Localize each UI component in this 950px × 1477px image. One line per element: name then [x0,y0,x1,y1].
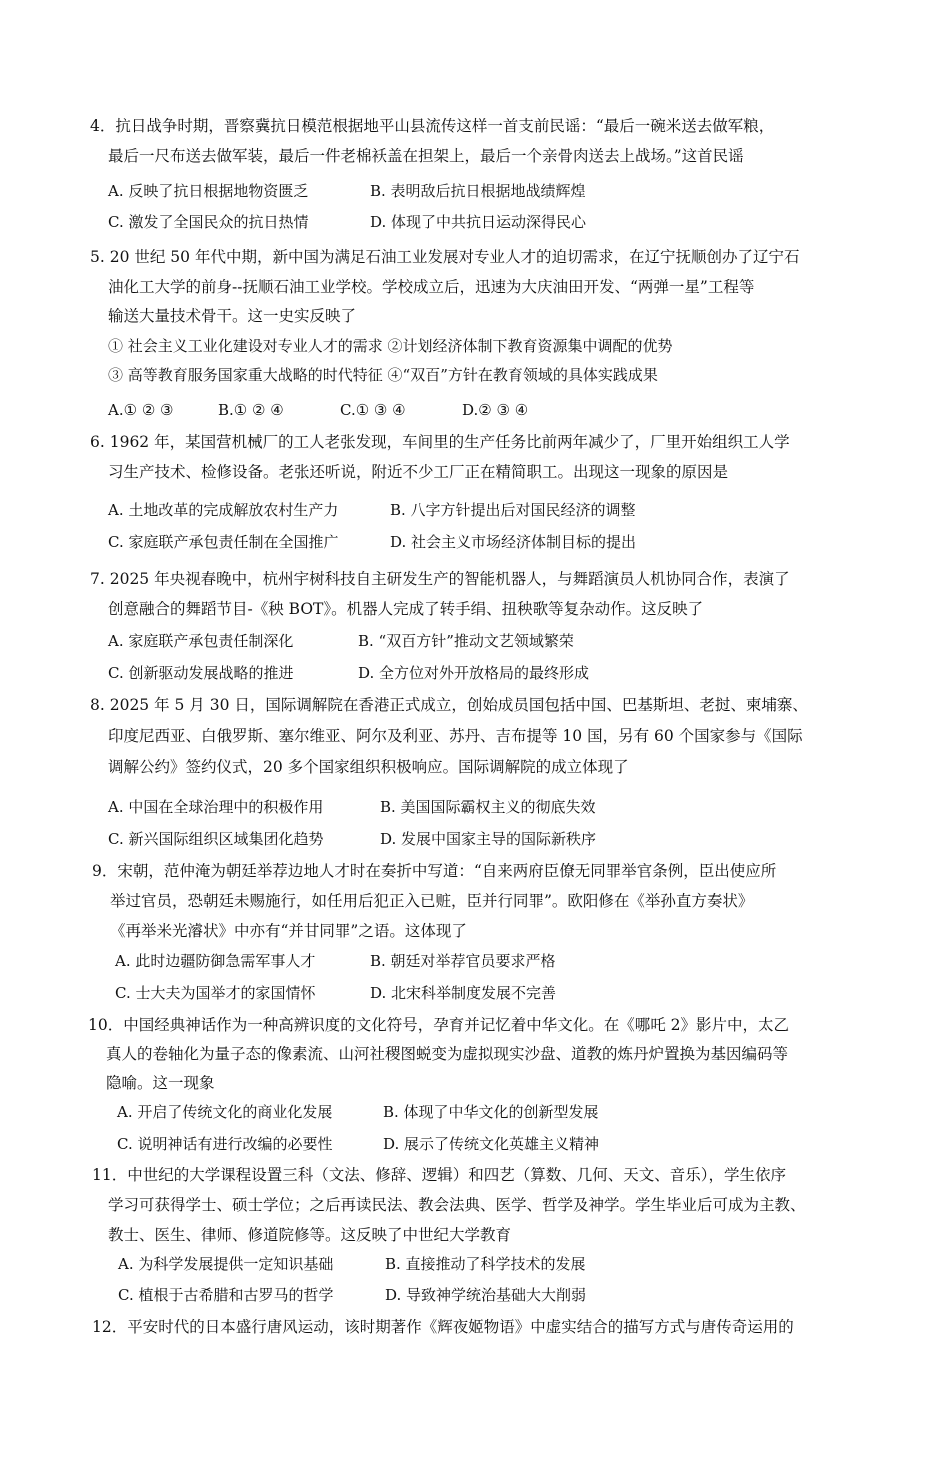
question-5-option-c: C.① ③ ④ [340,401,406,419]
question-8-option-d: D. 发展中国家主导的国际新秩序 [380,830,597,848]
question-7-option-b: B. “双百方针”推动文艺领域繁荣 [358,632,574,650]
question-4-line-2: 最后一尺布送去做军装，最后一件老棉袄盖在担架上，最后一个亲骨肉送去上战场。”这首民谣 [108,147,744,165]
question-9-option-a: A. 此时边疆防御急需军事人才 [115,952,316,970]
question-6-line-2: 习生产技术、检修设备。老张还听说，附近不少工厂正在精简职工。出现这一现象的原因是 [108,463,729,481]
question-11-option-c: C. 植根于古希腊和古罗马的哲学 [118,1286,334,1304]
question-6-option-d: D. 社会主义市场经济体制目标的提出 [390,533,637,551]
question-8-line-3: 调解公约》签约仪式，20 多个国家组织积极响应。国际调解院的成立体现了 [108,758,629,776]
question-10-line-1: 10．中国经典神话作为一种高辨识度的文化符号，孕育并记忆着中华文化。在《哪吒 2》影片中，太乙 [88,1016,790,1034]
question-7-option-d: D. 全方位对外开放格局的最终形成 [358,664,590,682]
question-4-option-d: D. 体现了中共抗日运动深得民心 [370,213,587,231]
question-4-line-1: 4．抗日战争时期，晋察冀抗日模范根据地平山县流传这样一首支前民谣：“最后一碗米送去做军粮， [90,117,775,135]
question-9-line-2: 举过官员，恐朝廷未赐施行，如任用后犯正入已赃，臣并行同罪”。欧阳修在《举孙直方奏状》 [110,892,754,910]
question-10-option-a: A. 开启了传统文化的商业化发展 [117,1103,333,1121]
question-4-option-a: A. 反映了抗日根据地物资匮乏 [108,182,309,200]
question-4-option-c: C. 激发了全国民众的抗日热情 [108,213,309,231]
question-11-line-3: 教士、医生、律师、修道院修等。这反映了中世纪大学教育 [108,1226,512,1244]
question-9-option-c: C. 士大夫为国举才的家国情怀 [115,984,316,1002]
question-11-option-d: D. 导致神学统治基础大大削弱 [385,1286,587,1304]
question-10-line-2: 真人的卷轴化为量子态的像素流、山河社稷图蜕变为虚拟现实沙盘、道教的炼丹炉置换为基因编码等 [106,1045,789,1063]
question-5-line-2: 油化工大学的前身--抚顺石油工业学校。学校成立后，迅速为大庆油田开发、“两弹一星”工程等 [108,278,755,296]
question-10-option-c: C. 说明神话有进行改编的必要性 [117,1135,333,1153]
question-9-option-d: D. 北宋科举制度发展不完善 [370,984,557,1002]
question-9-line-3: 《再举米光濬状》中亦有“并甘同罪”之语。这体现了 [110,922,467,940]
question-7-line-2: 创意融合的舞蹈节目-《秧 BOT》。机器人完成了转手绢、扭秧歌等复杂动作。这反映了 [108,600,704,618]
question-8-option-b: B. 美国国际霸权主义的彻底失效 [380,798,596,816]
question-5-statement-2: ③ 高等教育服务国家重大战略的时代特征 ④“双百”方针在教育领域的具体实践成果 [108,366,658,384]
question-12-line-1: 12．平安时代的日本盛行唐风运动，该时期著作《辉夜姬物语》中虚实结合的描写方式与唐传奇运用的 [92,1318,794,1336]
question-9-option-b: B. 朝廷对举荐官员要求严格 [370,952,556,970]
question-5-statement-1: ① 社会主义工业化建设对专业人才的需求 ②计划经济体制下教育资源集中调配的优势 [108,337,673,355]
question-7-line-1: 7. 2025 年央视春晚中，杭州宇树科技自主研发生产的智能机器人，与舞蹈演员人机协同合作，表演了 [90,570,790,588]
question-11-line-2: 学习可获得学士、硕士学位；之后再读民法、教会法典、医学、哲学及神学。学生毕业后可成为主教、 [108,1196,806,1214]
question-6-option-b: B. 八字方针提出后对国民经济的调整 [390,501,636,519]
question-6-line-1: 6. 1962 年，某国营机械厂的工人老张发现，车间里的生产任务比前两年减少了，厂里开始组织工人学 [90,433,790,451]
question-8-option-a: A. 中国在全球治理中的积极作用 [108,798,324,816]
question-8-line-2: 印度尼西亚、白俄罗斯、塞尔维亚、阿尔及利亚、苏丹、吉布提等 10 国，另有 60 个国家参与《国际 [108,727,803,745]
question-10-option-d: D. 展示了传统文化英雄主义精神 [383,1135,600,1153]
question-11-line-1: 11．中世纪的大学课程设置三科（文法、修辞、逻辑）和四艺（算数、几何、天文、音乐），学生依序 [92,1166,786,1184]
question-11-option-b: B. 直接推动了科学技术的发展 [385,1255,586,1273]
question-8-line-1: 8. 2025 年 5 月 30 日，国际调解院在香港正式成立，创始成员国包括中国、巴基斯坦、老挝、柬埔寨、 [90,696,808,714]
question-10-line-3: 隐喻。这一现象 [106,1074,215,1092]
question-10-option-b: B. 体现了中华文化的创新型发展 [383,1103,599,1121]
question-7-option-a: A. 家庭联产承包责任制深化 [108,632,294,650]
question-5-line-1: 5. 20 世纪 50 年代中期，新中国为满足石油工业发展对专业人才的迫切需求，在辽宁抚顺创办了辽宁石 [90,248,800,266]
question-5-option-a: A.① ② ③ [108,401,174,419]
question-5-option-b: B.① ② ④ [218,401,284,419]
question-4-option-b: B. 表明敌后抗日根据地战绩辉煌 [370,182,586,200]
question-6-option-c: C. 家庭联产承包责任制在全国推广 [108,533,339,551]
question-7-option-c: C. 创新驱动发展战略的推进 [108,664,294,682]
question-5-line-3: 输送大量技术骨干。这一史实反映了 [108,307,357,325]
question-9-line-1: 9．宋朝，范仲淹为朝廷举荐边地人才时在奏折中写道：“自来两府臣僚无同罪举官条例，臣出使应所 [92,862,777,880]
question-8-option-c: C. 新兴国际组织区域集团化趋势 [108,830,324,848]
question-6-option-a: A. 土地改革的完成解放农村生产力 [108,501,339,519]
question-5-option-d: D.② ③ ④ [462,401,529,419]
question-11-option-a: A. 为科学发展提供一定知识基础 [118,1255,334,1273]
